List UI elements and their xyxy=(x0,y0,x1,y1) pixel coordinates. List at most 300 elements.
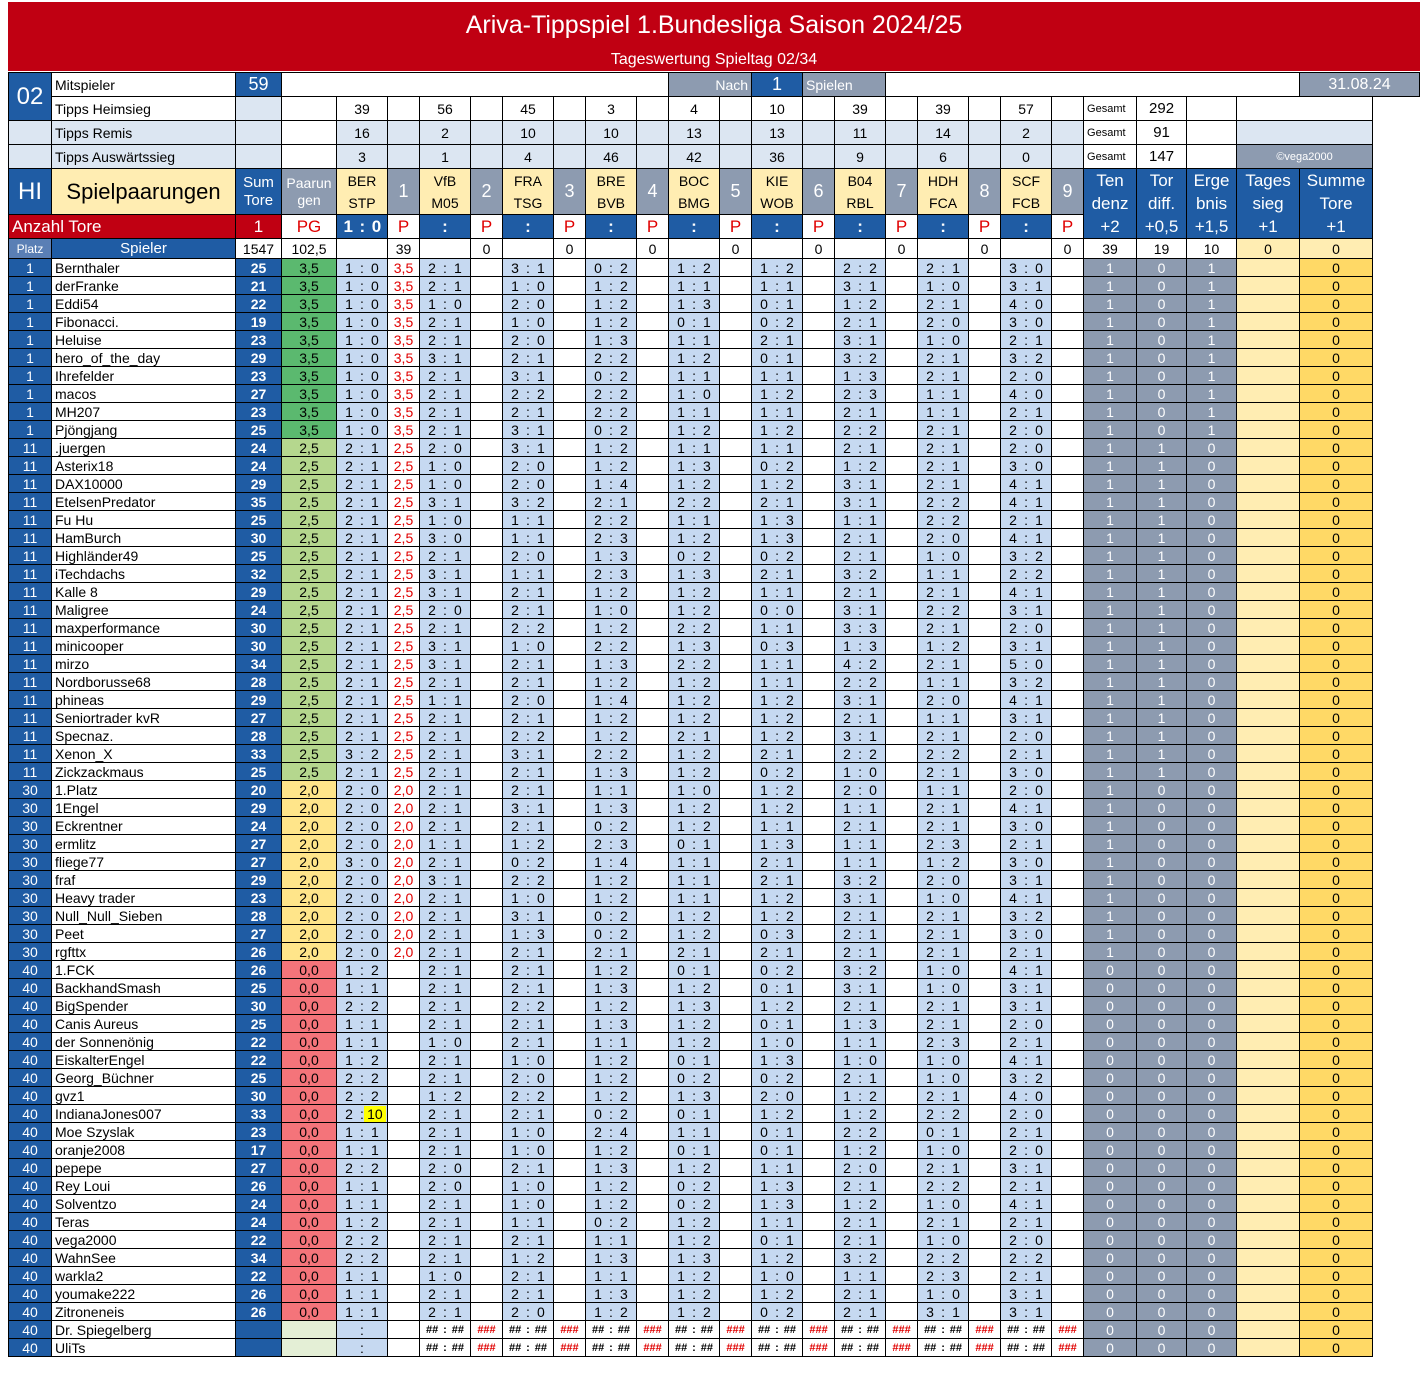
tip-away: 0 xyxy=(537,331,545,348)
player-stat: 1 xyxy=(1137,493,1187,511)
player-tip: 2 : 1 xyxy=(420,1105,471,1123)
player-tip: 2 : 1 xyxy=(503,817,554,835)
player-sum-tore: 26 xyxy=(236,943,282,961)
blank xyxy=(969,457,1001,475)
player-tip: 2 : 0 xyxy=(1001,1015,1052,1033)
tip-home: 0 xyxy=(760,925,768,942)
tip-away: 2 xyxy=(703,619,711,636)
tip-away: 2 xyxy=(620,727,628,744)
player-pg: 0,0 xyxy=(282,1015,337,1033)
player-tip: 0 : 1 xyxy=(752,349,803,367)
tip-away: 0 xyxy=(371,313,379,330)
player-stat: 0 xyxy=(1084,961,1137,979)
stat-total: 19 xyxy=(1137,239,1187,259)
blank xyxy=(720,997,752,1015)
tip-away: 2 xyxy=(620,385,628,402)
player-tip: 1 : 1 xyxy=(918,403,969,421)
tip-away: 0 xyxy=(537,547,545,564)
blank xyxy=(720,673,752,691)
player-tip: 2 : 2 xyxy=(1001,565,1052,583)
tip-home: 1 xyxy=(760,277,768,294)
player-tip: 2 : 0 xyxy=(835,781,886,799)
tip-home: 3 xyxy=(843,619,851,636)
tip-away: 4 xyxy=(620,691,628,708)
player-points: 2,5 xyxy=(388,511,420,529)
blank xyxy=(554,529,586,547)
player-tip: 3 : 1 xyxy=(1001,1303,1052,1321)
spielen-label: Spielen xyxy=(803,73,886,97)
player-stat xyxy=(1237,979,1300,997)
blank xyxy=(720,1033,752,1051)
blank xyxy=(1052,781,1084,799)
tip-away: 0 xyxy=(537,475,545,492)
away-goals: 0 xyxy=(371,216,382,236)
blank xyxy=(720,799,752,817)
player-tip: 4 : 1 xyxy=(1001,961,1052,979)
player-tip: 1 : 2 xyxy=(669,1267,720,1285)
tip-away: 2 xyxy=(703,421,711,438)
tip-away: 0 xyxy=(537,1123,545,1140)
player-tip: 2 : 1 xyxy=(503,979,554,997)
player-tip: ## : ## xyxy=(503,1321,554,1339)
tip-home: 2 xyxy=(926,457,934,474)
tip-away: 1 xyxy=(786,349,794,366)
tip-home: 0 xyxy=(677,1051,685,1068)
tip-home: 2 xyxy=(926,1087,934,1104)
player-rank: 11 xyxy=(9,637,52,655)
player-stat: 0 xyxy=(1137,1231,1187,1249)
tip-away: 2 xyxy=(952,853,960,870)
tip-home: 1 xyxy=(677,871,685,888)
tip-home: 1 xyxy=(677,925,685,942)
player-stat: 0 xyxy=(1187,1195,1237,1213)
blank xyxy=(554,943,586,961)
blank xyxy=(637,1087,669,1105)
tip-home: 2 xyxy=(1009,1177,1017,1194)
player-tip: 1 : 2 xyxy=(669,1159,720,1177)
tip-home: 2 xyxy=(926,619,934,636)
blank xyxy=(637,745,669,763)
hash-away: ## xyxy=(700,1323,713,1336)
player-stat xyxy=(1237,925,1300,943)
tip-away: 2 xyxy=(371,1159,379,1176)
blank xyxy=(720,655,752,673)
tip-home: 2 xyxy=(1009,619,1017,636)
player-rank: 40 xyxy=(9,1105,52,1123)
player-tip: 3 : 0 xyxy=(420,529,471,547)
blank xyxy=(388,145,420,169)
player-tip: 3 : 1 xyxy=(503,439,554,457)
tip-home: 3 xyxy=(511,439,519,456)
player-tip: 2 : 1 xyxy=(420,961,471,979)
tip-away: 1 xyxy=(1035,997,1043,1014)
tip-home: 3 xyxy=(511,367,519,384)
player-tip: 2 : 0 xyxy=(918,313,969,331)
player-tip: 0 : 2 xyxy=(752,961,803,979)
player-tip: 2 : 1 xyxy=(503,943,554,961)
player-pg: 2,5 xyxy=(282,619,337,637)
hash-away: ## xyxy=(949,1323,962,1336)
player-stat: 0 xyxy=(1137,1285,1187,1303)
player-tip: 2 : 2 xyxy=(503,727,554,745)
player-stat xyxy=(1237,763,1300,781)
tip-home: 1 xyxy=(677,1249,685,1266)
player-stat xyxy=(1237,1015,1300,1033)
player-stat xyxy=(1237,295,1300,313)
tip-away: 1 xyxy=(869,709,877,726)
player-tip: 1 : 3 xyxy=(669,997,720,1015)
blank xyxy=(803,1267,835,1285)
player-sum-tore: 26 xyxy=(236,961,282,979)
tip-away: 1 xyxy=(952,907,960,924)
blank xyxy=(886,583,918,601)
tip-home: 2 xyxy=(511,709,519,726)
tip-home: 1 xyxy=(594,853,602,870)
tip-away: 1 xyxy=(454,673,462,690)
player-tip: 2 : 1 xyxy=(503,583,554,601)
tip-away: 1 xyxy=(703,367,711,384)
blank xyxy=(471,457,503,475)
blank xyxy=(886,475,918,493)
tip-home: 2 xyxy=(511,475,519,492)
tip-away: 2 xyxy=(786,1285,794,1302)
blank xyxy=(1052,763,1084,781)
tip-home: 3 xyxy=(1009,601,1017,618)
tip-away: 2 xyxy=(869,655,877,672)
blank xyxy=(637,1105,669,1123)
player-points: 2,5 xyxy=(388,457,420,475)
tip-home: 2 xyxy=(843,907,851,924)
player-tip: ## : ## xyxy=(420,1321,471,1339)
blank xyxy=(803,1159,835,1177)
player-stat: 0 xyxy=(1187,1159,1237,1177)
tip-away: 1 xyxy=(869,601,877,618)
player-sum-tore: 24 xyxy=(236,601,282,619)
blank xyxy=(720,97,752,121)
player-tip: 2 : 0 xyxy=(337,799,388,817)
player-points: 2,0 xyxy=(388,943,420,961)
player-tip: 4 : 0 xyxy=(1001,385,1052,403)
tip-away: 1 xyxy=(786,1213,794,1230)
player-points: 2,0 xyxy=(388,889,420,907)
tip-away: 2 xyxy=(454,1087,462,1104)
tip-home: 3 xyxy=(843,277,851,294)
player-tip: 1 : 3 xyxy=(586,799,637,817)
player-tip: 1 : 3 xyxy=(586,1015,637,1033)
player-points: ### xyxy=(554,1321,586,1339)
player-tip: 0 : 3 xyxy=(752,925,803,943)
player-pg: 0,0 xyxy=(282,961,337,979)
tip-away: 2 xyxy=(703,547,711,564)
blank xyxy=(1052,349,1084,367)
tip-away: 1 xyxy=(454,1123,462,1140)
player-tip: 3 : 1 xyxy=(420,565,471,583)
tip-away: 2 xyxy=(537,493,545,510)
tip-away: 0 xyxy=(371,889,379,906)
blank xyxy=(969,1159,1001,1177)
tip-home: 1 xyxy=(594,619,602,636)
home-team: BOC xyxy=(678,172,710,189)
player-stat: 1 xyxy=(1084,403,1137,421)
tip-away: 2 xyxy=(786,709,794,726)
player-rank: 30 xyxy=(9,835,52,853)
player-points xyxy=(388,1069,420,1087)
player-tip: 1 : 2 xyxy=(835,1195,886,1213)
tip-home: 2 xyxy=(1009,1249,1017,1266)
player-stat xyxy=(1237,1213,1300,1231)
blank xyxy=(803,1231,835,1249)
player-tip: 3 : 1 xyxy=(503,259,554,277)
player-tip: 1 : 3 xyxy=(669,1249,720,1267)
tip-home: 2 xyxy=(345,565,353,582)
player-sum-tore: 22 xyxy=(236,1231,282,1249)
tip-away: 2 xyxy=(620,295,628,312)
player-stat: 0 xyxy=(1187,961,1237,979)
tip-away: 3 xyxy=(786,1195,794,1212)
tip-away: 1 xyxy=(1035,979,1043,996)
player-stat xyxy=(1237,511,1300,529)
blank xyxy=(554,835,586,853)
tip-home: 2 xyxy=(760,871,768,888)
tip-away: 0 xyxy=(371,259,379,276)
player-tip: 1 : 2 xyxy=(752,781,803,799)
tip-away: 3 xyxy=(620,331,628,348)
player-tip: 2 : 1 xyxy=(337,493,388,511)
tip-home: 2 xyxy=(345,727,353,744)
blank xyxy=(720,1141,752,1159)
blank xyxy=(554,493,586,511)
tip-home: 2 xyxy=(511,871,519,888)
tip-away: 1 xyxy=(371,565,379,582)
tip-away: 1 xyxy=(869,331,877,348)
tip-home: 2 xyxy=(428,1051,436,1068)
tip-away: 1 xyxy=(869,997,877,1014)
tip-home: 1 xyxy=(843,637,851,654)
player-tip: 0 : 2 xyxy=(586,421,637,439)
player-tip: 1 : 1 xyxy=(669,889,720,907)
tip-away: 0 xyxy=(952,277,960,294)
tip-away: 2 xyxy=(703,1231,711,1248)
player-sum-tore: 30 xyxy=(236,997,282,1015)
player-pg: 2,5 xyxy=(282,745,337,763)
tip-away: 1 xyxy=(371,1123,379,1140)
player-stat: 0 xyxy=(1300,295,1373,313)
tip-home: 3 xyxy=(1009,907,1017,924)
player-tip: 2 : 1 xyxy=(420,277,471,295)
player-tip: 2 : 1 xyxy=(503,1159,554,1177)
player-tip: 1 : 2 xyxy=(752,997,803,1015)
player-stat: 1 xyxy=(1137,547,1187,565)
player-stat: 0 xyxy=(1187,979,1237,997)
player-tip: 1 : 1 xyxy=(337,1141,388,1159)
player-tip: 3 : 1 xyxy=(420,655,471,673)
tip-home: 2 xyxy=(511,385,519,402)
p-label: P xyxy=(637,215,669,239)
player-tip: ## : ## xyxy=(752,1321,803,1339)
tip-home: 1 xyxy=(594,1303,602,1320)
blank xyxy=(554,403,586,421)
blank xyxy=(803,709,835,727)
player-tip: 1 : 0 xyxy=(835,763,886,781)
tip-away: 0 xyxy=(1035,817,1043,834)
tip-home: 2 xyxy=(1009,403,1017,420)
tip-away: 2 xyxy=(537,871,545,888)
player-pg: 2,0 xyxy=(282,871,337,889)
tip-home: 1 xyxy=(677,1033,685,1050)
player-sum-tore: 33 xyxy=(236,745,282,763)
player-name: Fu Hu xyxy=(52,511,236,529)
tip-home: 1 xyxy=(843,295,851,312)
tip-home: 1 xyxy=(926,979,934,996)
player-tip: 1 : 1 xyxy=(586,1033,637,1051)
player-tip: 0 : 2 xyxy=(586,367,637,385)
blank xyxy=(637,979,669,997)
tip-away: 3 xyxy=(620,1285,628,1302)
blank xyxy=(803,331,835,349)
tip-away: 2 xyxy=(620,1195,628,1212)
player-points xyxy=(388,1033,420,1051)
player-tip: 2 : 1 xyxy=(1001,403,1052,421)
blank xyxy=(236,121,282,145)
player-tip: 4 : 0 xyxy=(1001,295,1052,313)
score-header xyxy=(1084,169,1137,239)
player-stat xyxy=(1237,799,1300,817)
player-tip: 1 : 3 xyxy=(669,637,720,655)
player-stat: 0 xyxy=(1187,1015,1237,1033)
player-tip: 1 : 0 xyxy=(337,313,388,331)
tip-away: 1 xyxy=(786,331,794,348)
player-rank: 1 xyxy=(9,295,52,313)
blank xyxy=(637,1195,669,1213)
player-stat: 0 xyxy=(1300,1177,1373,1195)
player-stat: 0 xyxy=(1300,259,1373,277)
tip-home: 3 xyxy=(345,853,353,870)
tip-away: 1 xyxy=(454,961,462,978)
tip-home: 2 xyxy=(511,979,519,996)
player-stat: 0 xyxy=(1187,727,1237,745)
tip-home: 3 xyxy=(843,889,851,906)
tip-home: 2 xyxy=(511,655,519,672)
player-tip: 1 : 2 xyxy=(669,1303,720,1321)
blank xyxy=(720,385,752,403)
player-stat: 1 xyxy=(1084,817,1137,835)
tip-away: 1 xyxy=(952,799,960,816)
tip-home: 1 xyxy=(760,367,768,384)
player-tip: 2 : 2 xyxy=(337,1249,388,1267)
copyright: ©vega2000 xyxy=(1237,145,1373,169)
tip-home: 1 xyxy=(345,1015,353,1032)
player-tip: 2 : 1 xyxy=(752,853,803,871)
player-tip: 2 : 1 xyxy=(835,313,886,331)
player-stat: 0 xyxy=(1137,817,1187,835)
player-sum-tore: 30 xyxy=(236,619,282,637)
score-header xyxy=(1187,169,1237,239)
tip-away: 2 xyxy=(786,889,794,906)
tip-away: 0 xyxy=(952,889,960,906)
tip-away: 1 xyxy=(786,1123,794,1140)
player-tip: 4 : 1 xyxy=(1001,889,1052,907)
blank xyxy=(969,121,1001,145)
blank xyxy=(1052,997,1084,1015)
tip-home: 1 xyxy=(677,781,685,798)
tip-home: 3 xyxy=(1009,871,1017,888)
tip-home: 2 xyxy=(345,943,353,960)
blank xyxy=(886,1123,918,1141)
match-number: 7 xyxy=(886,169,918,215)
tipps-value: 3 xyxy=(586,97,637,121)
player-sum-tore xyxy=(236,1339,282,1357)
player-tip: 1 : 0 xyxy=(503,1051,554,1069)
tip-away: 1 xyxy=(786,745,794,762)
tip-away: 2 xyxy=(620,403,628,420)
tip-home: 1 xyxy=(594,673,602,690)
spielpaarungen-label: Spielpaarungen xyxy=(52,169,236,215)
tip-away: 1 xyxy=(869,889,877,906)
player-stat xyxy=(1237,403,1300,421)
tip-away: 1 xyxy=(371,601,379,618)
player-stat: 1 xyxy=(1084,277,1137,295)
tip-away: 0 xyxy=(952,961,960,978)
tip-home: 2 xyxy=(345,889,353,906)
player-tip: 1 : 2 xyxy=(669,799,720,817)
player-stat: 0 xyxy=(1300,331,1373,349)
player-tip: 1 : 0 xyxy=(918,1051,969,1069)
tip-home: 3 xyxy=(1009,979,1017,996)
blank xyxy=(637,1123,669,1141)
home-team: B04 xyxy=(847,172,873,189)
nach-label: Nach xyxy=(669,73,752,97)
player-stat: 0 xyxy=(1187,691,1237,709)
tip-away: 1 xyxy=(454,1105,462,1122)
player-tip: 2 : 1 xyxy=(835,997,886,1015)
player-sum-tore: 25 xyxy=(236,763,282,781)
blank xyxy=(236,145,282,169)
blank xyxy=(1052,1141,1084,1159)
tip-away: 2 xyxy=(620,1069,628,1086)
tip-away: 1 xyxy=(620,781,628,798)
player-tip: 3 : 1 xyxy=(1001,709,1052,727)
tip-away: 1 xyxy=(454,709,462,726)
tip-away: 0 xyxy=(952,529,960,546)
tip-home: 2 xyxy=(843,1069,851,1086)
player-tip: 1 : 2 xyxy=(503,835,554,853)
tip-away: 3 xyxy=(952,1033,960,1050)
tip-away: 1 xyxy=(786,277,794,294)
blank xyxy=(1052,1087,1084,1105)
blank xyxy=(554,637,586,655)
tipps-value: 16 xyxy=(337,121,388,145)
tip-away: 1 xyxy=(869,1213,877,1230)
tip-home: 0 xyxy=(760,1015,768,1032)
blank xyxy=(886,547,918,565)
tip-home: 3 xyxy=(511,493,519,510)
player-points xyxy=(388,1231,420,1249)
blank xyxy=(1052,439,1084,457)
player-tip: 2 : 10 xyxy=(337,1105,388,1123)
tip-away: 3 xyxy=(620,565,628,582)
tip-home: 5 xyxy=(1009,655,1017,672)
tip-home: 1 xyxy=(677,529,685,546)
player-stat xyxy=(1237,907,1300,925)
tip-home: 1 xyxy=(345,349,353,366)
hash-away: ## xyxy=(617,1341,630,1354)
tip-away: 0 xyxy=(371,943,379,960)
tip-home: 1 xyxy=(677,583,685,600)
blank xyxy=(886,511,918,529)
player-tip: 2 : 2 xyxy=(918,511,969,529)
tip-away: 1 xyxy=(1035,745,1043,762)
player-name: Highländer49 xyxy=(52,547,236,565)
